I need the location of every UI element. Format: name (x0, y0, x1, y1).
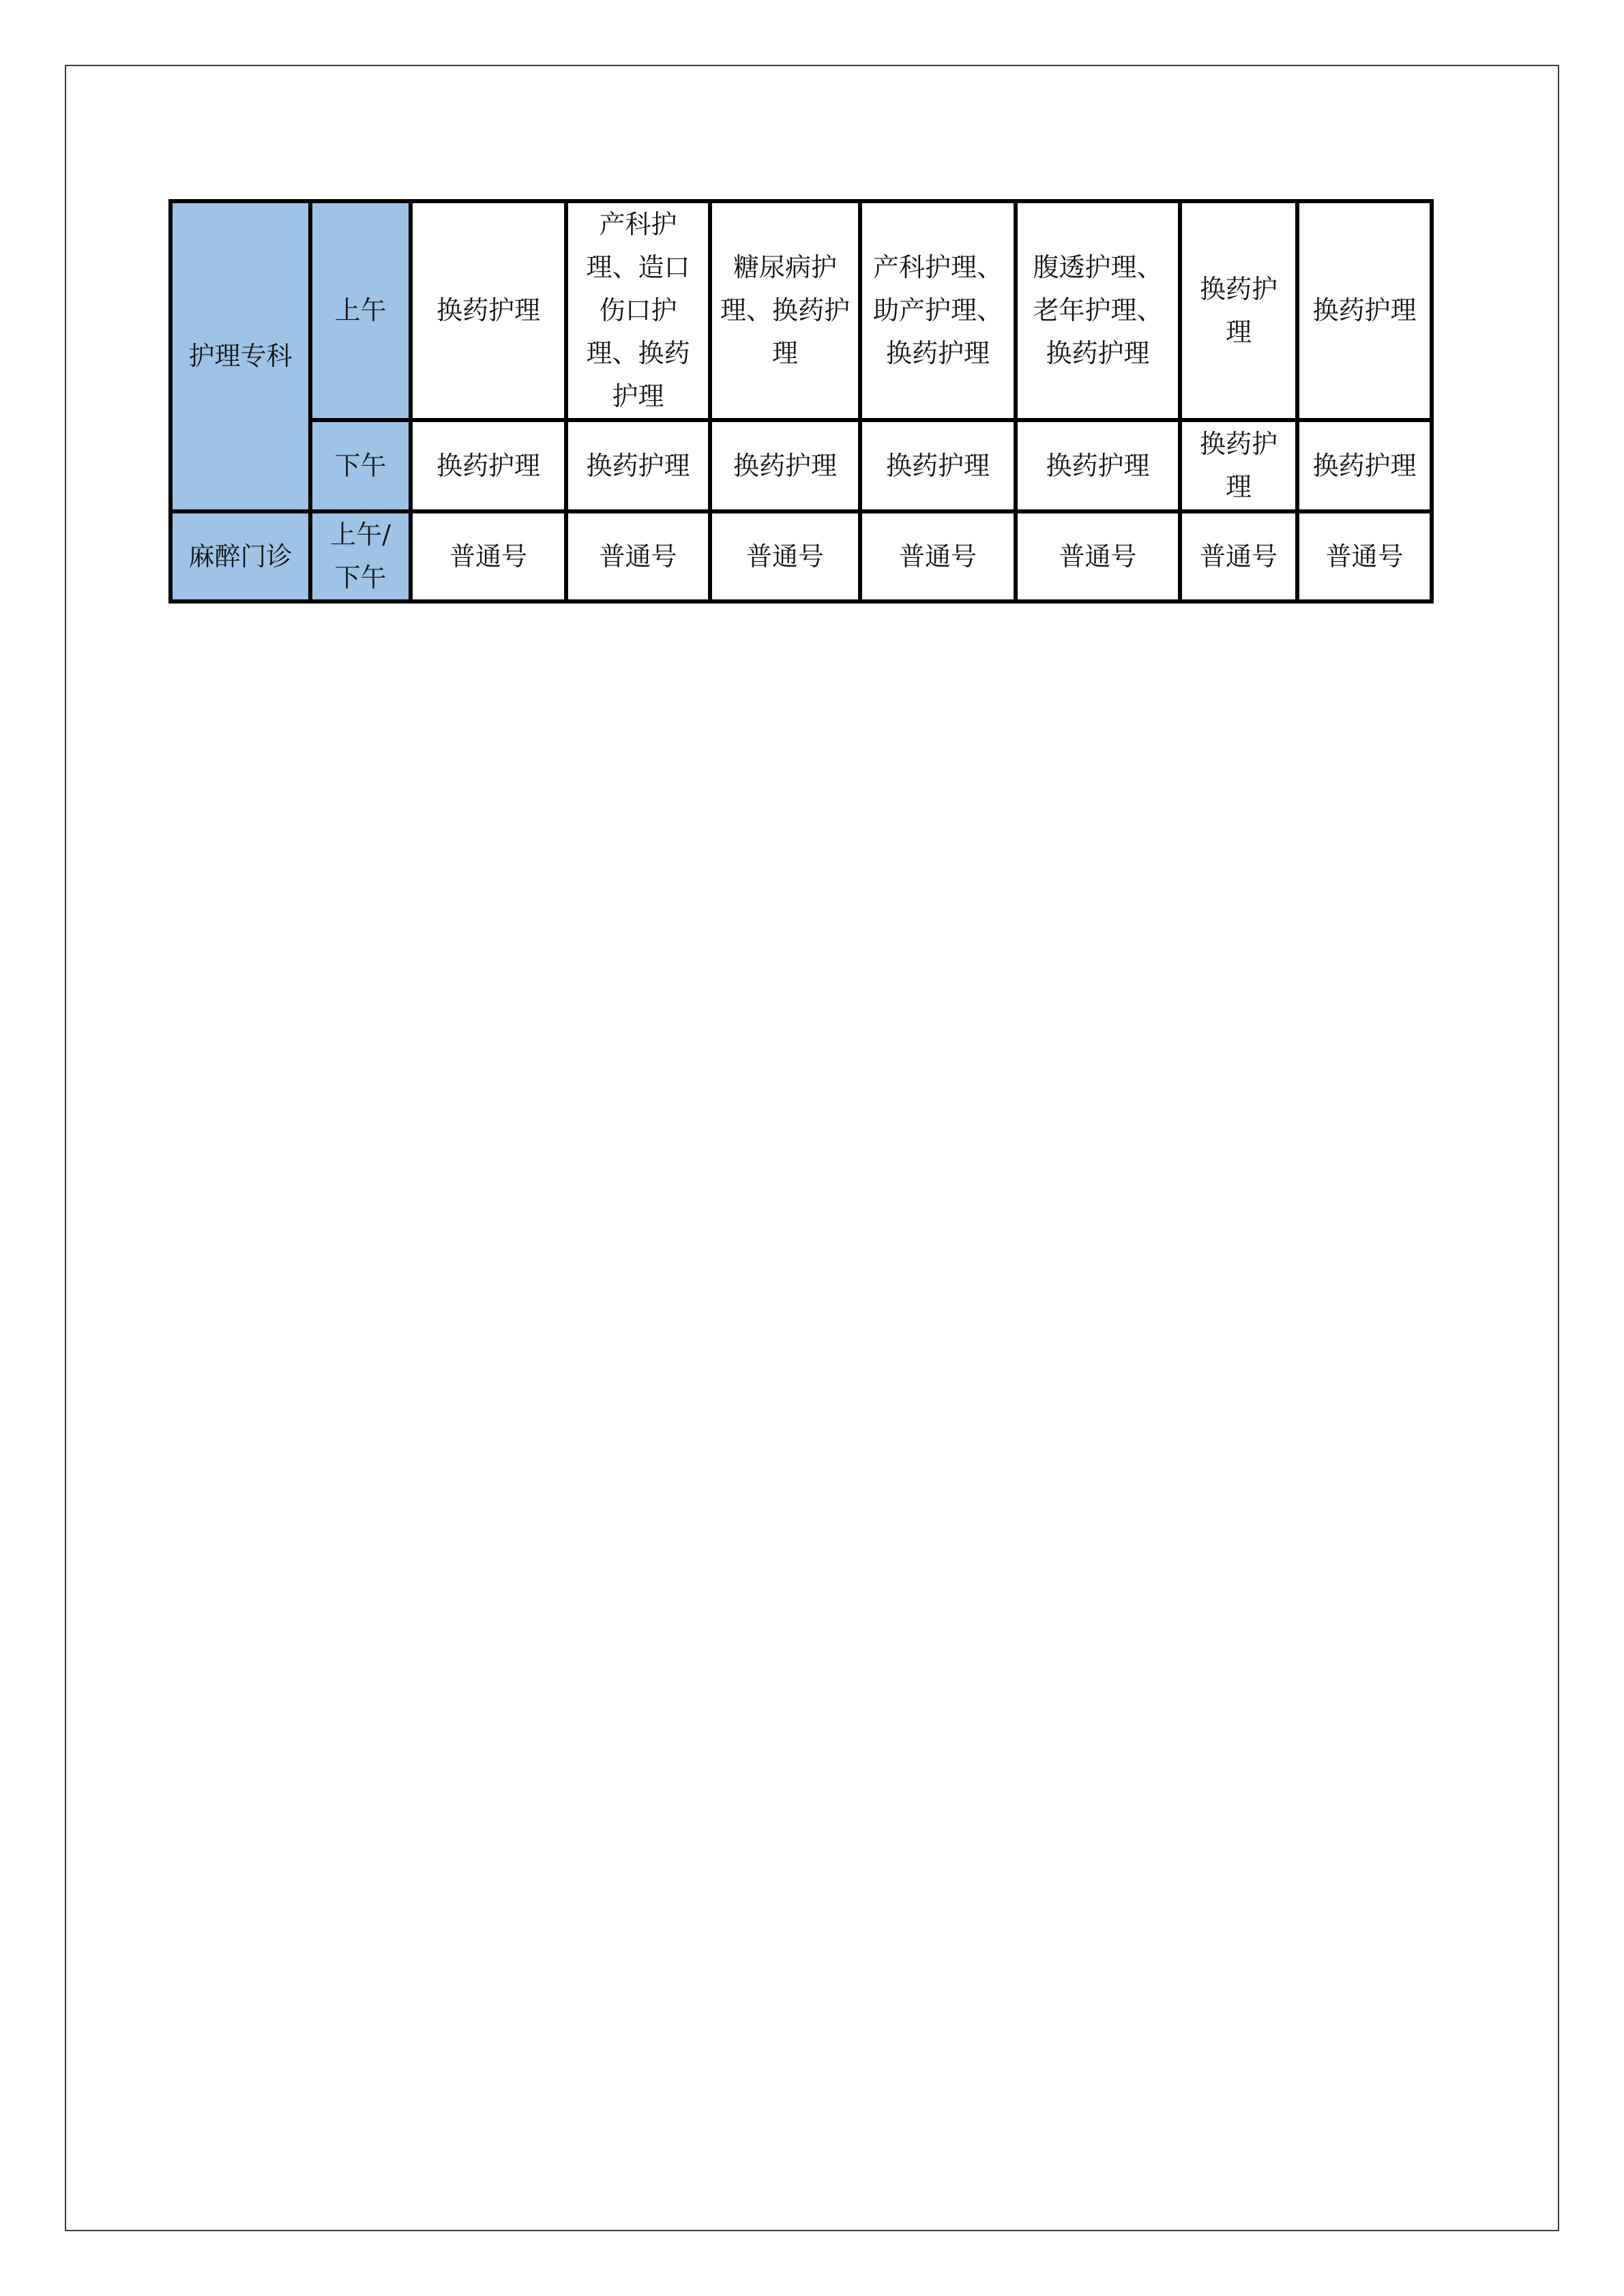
schedule-cell: 普通号 (1016, 511, 1180, 601)
schedule-cell: 普通号 (411, 511, 566, 601)
schedule-cell: 普通号 (1297, 511, 1432, 601)
period-label-all-day: 上午/下午 (310, 511, 411, 601)
schedule-cell: 换药护理 (710, 420, 860, 511)
schedule-cell: 普通号 (860, 511, 1016, 601)
schedule-cell: 产科护理、助产护理、换药护理 (860, 201, 1016, 420)
period-label-pm: 下午 (310, 420, 411, 511)
schedule-cell: 换药护理 (566, 420, 710, 511)
schedule-cell: 普通号 (1180, 511, 1297, 601)
schedule-cell: 产科护理、造口伤口护理、换药护理 (566, 201, 710, 420)
schedule-cell: 换药护理 (1016, 420, 1180, 511)
table-row-nursing-am (171, 201, 1432, 420)
department-label-nursing: 护理专科 (171, 201, 310, 511)
period-label-am: 上午 (310, 201, 411, 420)
schedule-cell: 换药护理 (1297, 201, 1432, 420)
department-label-anesthesia: 麻醉门诊 (171, 511, 310, 601)
schedule-cell: 普通号 (566, 511, 710, 601)
schedule-cell: 换药护理 (1180, 201, 1297, 420)
schedule-cell: 换药护理 (1297, 420, 1432, 511)
table-row-nursing-pm (171, 420, 1432, 511)
table-row-anesthesia (171, 511, 1432, 601)
schedule-cell: 糖尿病护理、换药护理 (710, 201, 860, 420)
clinic-schedule-table (168, 199, 1434, 603)
schedule-cell: 换药护理 (411, 201, 566, 420)
schedule-cell: 换药护理 (411, 420, 566, 511)
schedule-cell: 普通号 (710, 511, 860, 601)
schedule-cell: 腹透护理、老年护理、换药护理 (1016, 201, 1180, 420)
schedule-cell: 换药护理 (860, 420, 1016, 511)
schedule-cell: 换药护理 (1180, 420, 1297, 511)
